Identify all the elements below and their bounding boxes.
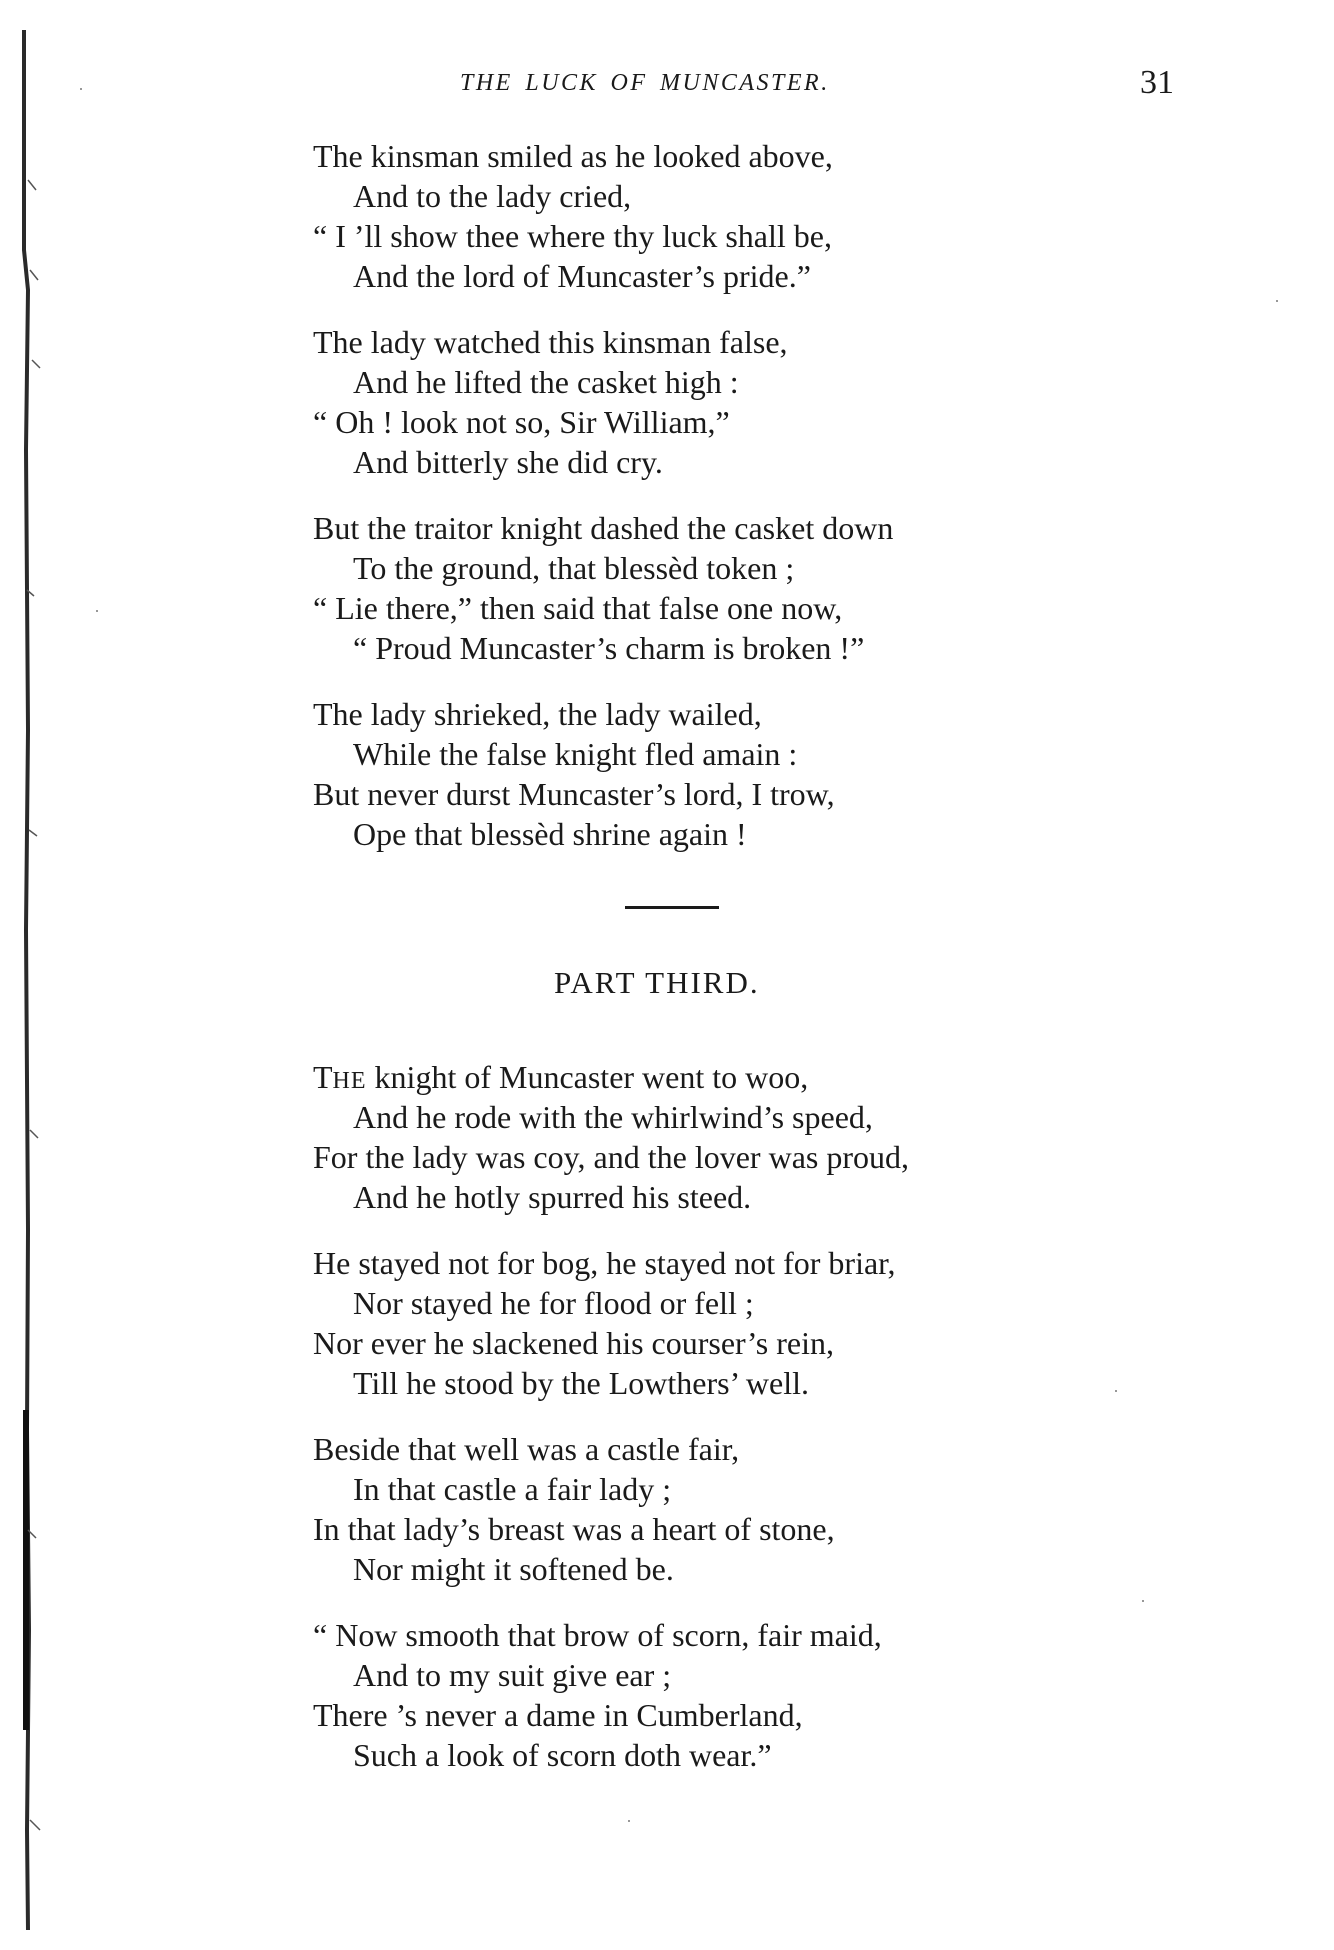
stanza [313,1429,1213,1589]
poem-line: And to the lady cried, [353,178,632,214]
poem-line: Ope that blessèd shrine again ! [353,816,747,852]
page-binding-edge [18,30,44,1930]
paper-speck [1115,1390,1117,1392]
poem-line: And he hotly spurred his steed. [353,1179,752,1215]
section-divider [625,906,719,909]
poem-line-rest: knight of Muncaster went to woo, [366,1059,809,1095]
poem-line [313,1057,1213,1097]
poem-line: And he rode with the whirlwind’s speed, [353,1099,873,1135]
poem-line: There ’s never a dame in Cumberland, [313,1697,803,1733]
poem-line: But the traitor knight dashed the casket down [313,510,894,546]
poem-line: The kinsman smiled as he looked above, [313,138,833,174]
stanza [313,322,1213,482]
poem-line: In that lady’s breast was a heart of stone, [313,1511,835,1547]
poem-line: For the lady was coy, and the lover was proud, [313,1139,909,1175]
poem-line: To the ground, that blessèd token ; [353,550,795,586]
page-number: 31 [1140,64,1174,101]
poem-line: Nor might it softened be. [353,1551,674,1587]
poem-line: The lady shrieked, the lady wailed, [313,696,762,732]
paper-speck [628,1820,630,1822]
poem-line: While the false knight fled amain : [353,736,798,772]
stanza [313,508,1213,668]
paper-speck [80,88,82,90]
poem-line: Nor stayed he for flood or fell ; [353,1285,754,1321]
paper-speck [1142,1600,1144,1602]
poem-line: Beside that well was a castle fair, [313,1431,740,1467]
poem-text [313,136,1213,1801]
poem-line: But never durst Muncaster’s lord, I trow, [313,776,835,812]
poem-line: And he lifted the casket high : [353,364,739,400]
paper-speck [96,610,98,612]
stanza [313,1615,1213,1775]
poem-line: Nor ever he slackened his courser’s rein, [313,1325,834,1361]
poem-line: “ Lie there,” then said that false one now, [313,590,843,626]
opening-small-caps: HE [332,1068,367,1094]
poem-line: And to my suit give ear ; [353,1657,672,1693]
stanza [313,1057,1213,1217]
poem-line: The lady watched this kinsman false, [313,324,788,360]
running-title: THE LUCK OF MUNCASTER. [460,70,830,96]
poem-line: And bitterly she did cry. [353,444,663,480]
poem-line: Till he stood by the Lowthers’ well. [353,1365,809,1401]
stanza [313,694,1213,854]
poem-line: “ I ’ll show thee where thy luck shall be, [313,218,832,254]
part-heading: PART THIRD. [554,965,760,1000]
page-header [0,64,1334,110]
poem-line: Such a look of scorn doth wear.” [353,1737,772,1773]
stanza [313,1243,1213,1403]
poem-line: “ Now smooth that brow of scorn, fair maid, [313,1617,882,1653]
poem-line: “ Oh ! look not so, Sir William,” [313,404,730,440]
poem-line: He stayed not for bog, he stayed not for briar, [313,1245,896,1281]
opening-initial: T [313,1059,333,1095]
poem-line: And the lord of Muncaster’s pride.” [353,258,811,294]
poem-line: In that castle a fair lady ; [353,1471,672,1507]
paper-speck [1276,300,1278,302]
poem-line: “ Proud Muncaster’s charm is broken !” [353,630,865,666]
stanza [313,136,1213,296]
